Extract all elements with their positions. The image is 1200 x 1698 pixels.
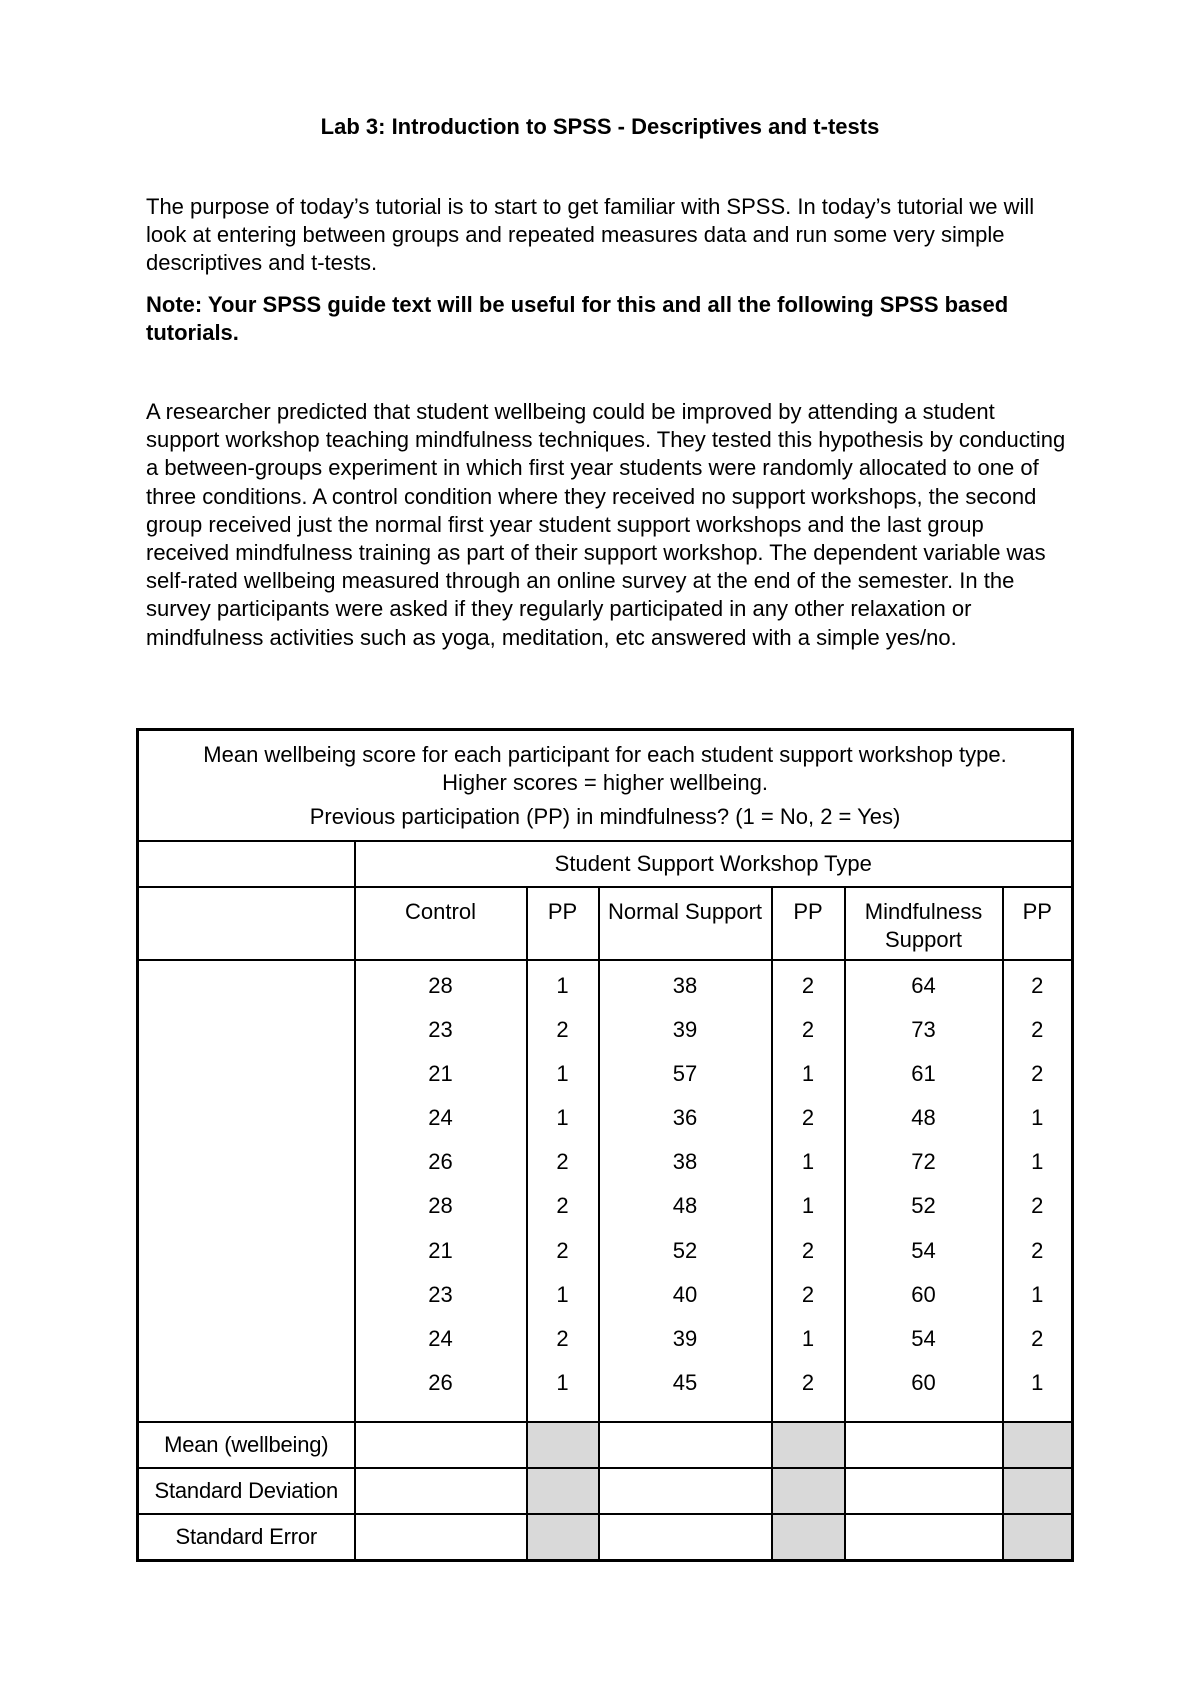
normal-pp-value: 1 [801, 1149, 815, 1175]
wellbeing-data-table [136, 728, 1074, 1562]
mindfulness-pp-column [1003, 960, 1073, 1423]
mindfulness-value: 54 [911, 1237, 936, 1263]
mindfulness-pp-value: 1 [1031, 1149, 1044, 1175]
normal-pp-value: 1 [801, 1060, 815, 1086]
note-paragraph: Note: Your SPSS guide text will be useful for this and all the following SPSS based tutorials. [146, 292, 1009, 346]
se-normal-cell[interactable] [599, 1514, 772, 1561]
mindfulness-value: 54 [911, 1326, 936, 1351]
empty-header-cell [138, 887, 355, 960]
mean-mindfulness-cell[interactable] [845, 1422, 1003, 1468]
mean-label: Mean (wellbeing) [138, 1422, 355, 1468]
shaded-cell [527, 1422, 599, 1468]
mindfulness-pp-value: 2 [1031, 1237, 1044, 1263]
caption-line-1: Mean wellbeing score for each participant for each student support workshop type. [203, 742, 1007, 767]
group-header: Student Support Workshop Type [355, 841, 1073, 887]
intro-paragraph: The purpose of today’s tutorial is to start to get familiar with SPSS. In today’s tutorial we will look at entering between groups and repeated measures data and run some very simple descriptives and t-tests. [146, 194, 1035, 276]
control-pp-value: 1 [556, 1060, 569, 1086]
normal-column [599, 960, 772, 1423]
normal-pp-value: 2 [801, 1016, 815, 1042]
se-label: Standard Error [138, 1514, 355, 1561]
normal-pp-value: 2 [801, 972, 815, 998]
control-value: 21 [428, 1237, 453, 1263]
column-header-pp: PP [1003, 887, 1073, 960]
normal-value: 40 [672, 1281, 698, 1307]
control-pp-value: 1 [556, 1105, 569, 1131]
se-control-cell[interactable] [355, 1514, 527, 1561]
row-label-blank [138, 960, 355, 1423]
control-pp-value: 2 [556, 1193, 569, 1219]
normal-pp-column [772, 960, 845, 1423]
normal-value: 48 [672, 1193, 698, 1219]
control-value: 24 [428, 1105, 453, 1131]
control-value: 23 [428, 1016, 453, 1042]
column-header-control: Control [355, 887, 527, 960]
caption-line-3: Previous participation (PP) in mindfulness? (1 = No, 2 = Yes) [309, 804, 901, 829]
shaded-cell [772, 1468, 845, 1514]
mindfulness-column [845, 960, 1003, 1423]
se-mindfulness-cell[interactable] [845, 1514, 1003, 1561]
control-pp-value: 2 [556, 1149, 569, 1175]
normal-value: 57 [672, 1060, 698, 1086]
column-header-pp: PP [527, 887, 599, 960]
control-pp-value: 1 [556, 1281, 569, 1307]
control-column [355, 960, 527, 1423]
control-value: 28 [428, 1193, 453, 1219]
normal-value: 38 [672, 972, 698, 998]
normal-pp-value: 2 [801, 1237, 815, 1263]
mindfulness-value: 73 [911, 1016, 936, 1042]
mean-normal-cell[interactable] [599, 1422, 772, 1468]
mindfulness-pp-value: 2 [1031, 1060, 1044, 1086]
column-header-pp: PP [772, 887, 845, 960]
empty-header-cell [138, 841, 355, 887]
column-header-mindfulness-support: Mindfulness Support [845, 887, 1003, 960]
mindfulness-pp-value: 2 [1031, 1326, 1044, 1351]
mindfulness-pp-value: 1 [1031, 1281, 1044, 1307]
mindfulness-value: 72 [911, 1149, 936, 1175]
mindfulness-pp-value: 1 [1031, 1105, 1044, 1131]
table-caption [138, 730, 1073, 841]
normal-pp-value: 2 [801, 1370, 815, 1396]
normal-value: 45 [672, 1370, 698, 1396]
normal-value: 38 [672, 1149, 698, 1175]
control-pp-column [527, 960, 599, 1423]
sd-label: Standard Deviation [138, 1468, 355, 1514]
shaded-cell [772, 1422, 845, 1468]
shaded-cell [1003, 1514, 1073, 1561]
sd-normal-cell[interactable] [599, 1468, 772, 1514]
control-pp-value: 2 [556, 1326, 569, 1351]
mindfulness-value: 52 [911, 1193, 936, 1219]
normal-value: 52 [672, 1237, 698, 1263]
control-pp-value: 1 [556, 1370, 569, 1396]
mindfulness-value: 48 [911, 1105, 936, 1131]
shaded-cell [1003, 1422, 1073, 1468]
mean-control-cell[interactable] [355, 1422, 527, 1468]
normal-pp-value: 2 [801, 1281, 815, 1307]
control-pp-value: 1 [556, 972, 569, 998]
control-value: 21 [428, 1060, 453, 1086]
mindfulness-pp-value: 1 [1031, 1370, 1044, 1396]
mindfulness-value: 60 [911, 1370, 936, 1396]
normal-value: 39 [672, 1016, 698, 1042]
shaded-cell [772, 1514, 845, 1561]
shaded-cell [1003, 1468, 1073, 1514]
mindfulness-value: 64 [911, 972, 936, 998]
normal-pp-value: 1 [801, 1326, 815, 1351]
shaded-cell [527, 1514, 599, 1561]
sd-mindfulness-cell[interactable] [845, 1468, 1003, 1514]
normal-value: 36 [672, 1105, 698, 1131]
mindfulness-pp-value: 2 [1031, 972, 1044, 998]
control-value: 28 [428, 972, 453, 998]
document-title: Lab 3: Introduction to SPSS - Descriptives and t-tests [320, 114, 880, 139]
normal-value: 39 [672, 1326, 698, 1351]
scenario-paragraph: A researcher predicted that student wellbeing could be improved by attending a student support workshop teaching mindfulness techniques. They tested this hypothesis by conducting a between-groups experiment in which first year students were randomly allocated to one of three conditions. A control condition where they received no support workshops, the second group received just the normal first year student support workshops and the last group received mindfulness training as part of their support workshop. The dependent variable was self-rated wellbeing measured through an online survey at the end of the semester. In the survey participants were asked if they regularly participated in any other relaxation or mindfulness activities such as yoga, meditation, etc answered with a simple yes/no. [146, 399, 1066, 650]
mindfulness-value: 60 [911, 1281, 936, 1307]
shaded-cell [527, 1468, 599, 1514]
control-value: 23 [428, 1281, 453, 1307]
normal-pp-value: 1 [801, 1193, 815, 1219]
control-pp-value: 2 [556, 1016, 569, 1042]
control-value: 26 [428, 1149, 453, 1175]
caption-line-2: Higher scores = higher wellbeing. [442, 770, 768, 795]
mindfulness-pp-value: 2 [1031, 1016, 1044, 1042]
column-header-normal-support: Normal Support [599, 887, 772, 960]
mindfulness-value: 61 [911, 1060, 936, 1086]
control-value: 24 [428, 1326, 453, 1351]
control-value: 26 [428, 1370, 453, 1396]
sd-control-cell[interactable] [355, 1468, 527, 1514]
mindfulness-pp-value: 2 [1031, 1193, 1044, 1219]
control-pp-value: 2 [556, 1237, 569, 1263]
normal-pp-value: 2 [801, 1105, 815, 1131]
